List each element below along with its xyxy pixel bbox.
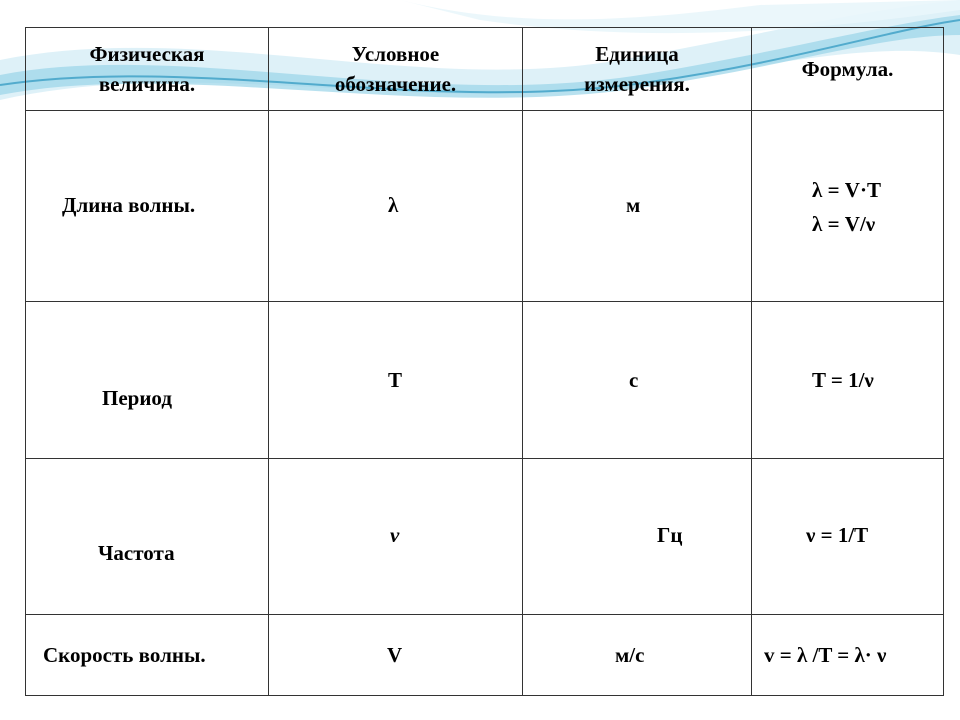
table-row-speed <box>26 615 944 696</box>
symbol-label: V <box>387 643 403 667</box>
header-symbol-line1: Условное <box>351 42 440 66</box>
cell-symbol <box>269 615 523 696</box>
quantity-label: Частота <box>98 541 175 565</box>
formula-line-1: λ = V·T <box>812 178 881 202</box>
header-quantity <box>26 28 269 111</box>
table-row-wavelength <box>26 111 944 302</box>
header-quantity-line2: величина. <box>98 72 196 96</box>
header-unit <box>523 28 752 111</box>
cell-quantity <box>26 111 269 302</box>
unit-label: м/с <box>615 643 645 667</box>
formula-label: T = 1/ν <box>812 368 874 392</box>
cell-unit <box>523 111 752 302</box>
table-header-row <box>26 28 944 111</box>
physics-table <box>25 27 944 696</box>
cell-symbol <box>269 302 523 459</box>
header-formula <box>752 28 944 111</box>
cell-unit <box>523 459 752 615</box>
quantity-label: Длина волны. <box>62 193 196 217</box>
table-row-frequency <box>26 459 944 615</box>
cell-symbol <box>269 111 523 302</box>
header-symbol-line2: обозначение. <box>334 72 457 96</box>
cell-quantity <box>26 615 269 696</box>
quantity-label: Скорость волны. <box>43 643 206 667</box>
formula-label <box>812 173 881 241</box>
unit-label: м <box>626 193 641 217</box>
symbol-label: T <box>388 368 403 392</box>
formula-label: v = λ /T = λ· ν <box>764 643 887 667</box>
quantity-label: Период <box>102 386 172 410</box>
cell-unit <box>523 615 752 696</box>
unit-label: Гц <box>657 523 683 547</box>
formula-line-2: λ = V/ν <box>812 212 876 236</box>
unit-label: с <box>629 368 639 392</box>
header-quantity-line1: Физическая <box>89 42 205 66</box>
table-row-period <box>26 302 944 459</box>
cell-quantity <box>26 302 269 459</box>
symbol-label: λ <box>388 193 399 217</box>
cell-formula <box>752 459 944 615</box>
header-symbol <box>269 28 523 111</box>
cell-formula <box>752 302 944 459</box>
formula-label: ν = 1/T <box>806 523 869 547</box>
header-formula-line1: Формула. <box>801 57 894 81</box>
symbol-label: ν <box>390 523 400 547</box>
cell-formula <box>752 111 944 302</box>
header-unit-line2: измерения. <box>584 72 690 96</box>
header-unit-line1: Единица <box>595 42 679 66</box>
cell-quantity <box>26 459 269 615</box>
cell-unit <box>523 302 752 459</box>
cell-symbol <box>269 459 523 615</box>
cell-formula <box>752 615 944 696</box>
